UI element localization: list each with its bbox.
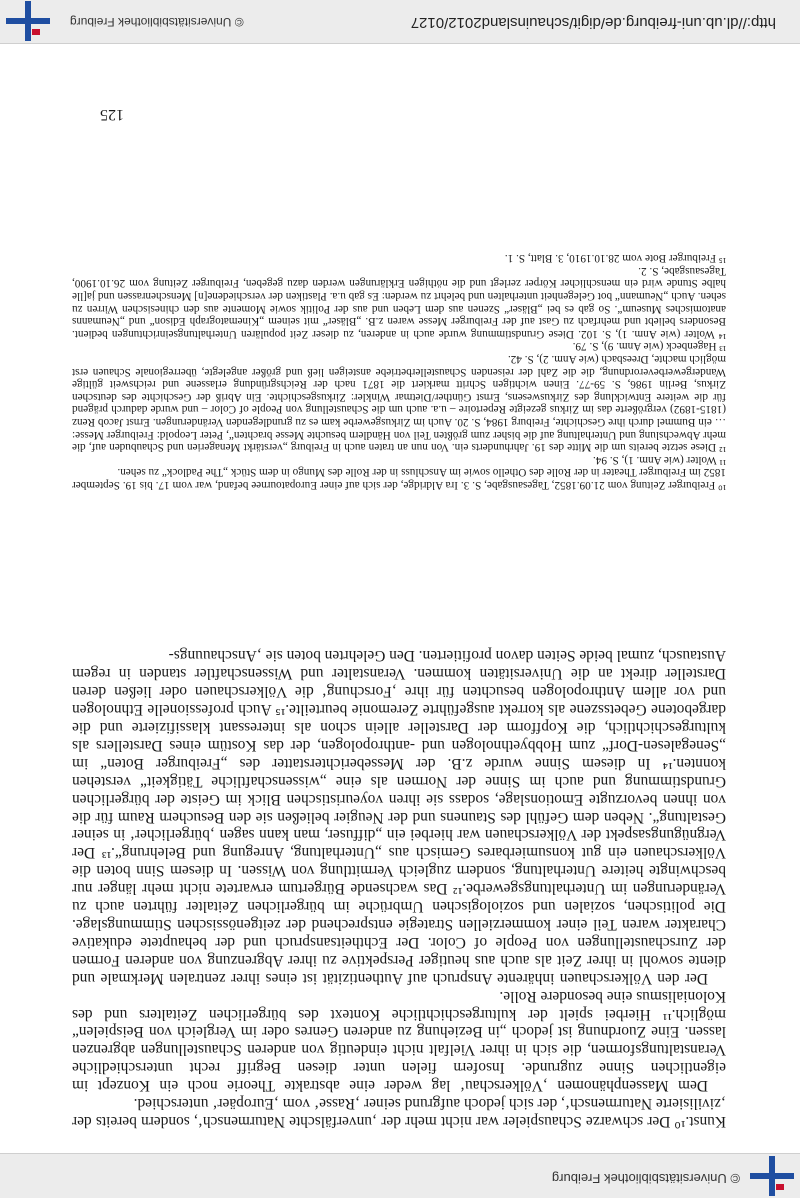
- footnote-14: ¹⁴ Wolter (wie Anm. 1), S. 102. Diese Grundstimmung wurde auch in anderen, zu dieser Zeit populären Unterhaltungseinrichtungen bedient. Besonders beliebt und mehrfach zu Gast auf der Freiburger Messe waren z.B. „Bläser“ mit seinem „Kinematograph Edison“ und „Neumanns anatomisches Museum“. So gab es bei „Bläser“ Szenen aus dem Leben und aus der Politik sowie Momente aus den chinesischen Wirren zu sehen. Auch „Neumann“ bot Gelegenheit unterhalten und belehrt zu werden: Es gab u.a. Plastiken der verschiedene[n] Menschenrassen und ja[lle halbe Stunde wird ein menschlicher Körper zerlegt und die nöthigen Erklärungen werden dazu gegeben, Freiburger Zeitung vom 26.10.1900, Tagesausgabe, S. 2.: [72, 264, 726, 340]
- main-text: [72, 647, 726, 1130]
- footnote-13: ¹³ Hagenbeck (wie Anm. 9), S. 79.: [572, 340, 726, 353]
- page-number: 125: [100, 106, 124, 123]
- footnote-12: ¹² Diese setzte bereits um die Mitte des 19. Jahrhunderts ein. Von nun an traten auch in Freiburg „verstärkt Menagerien und Schaubuden auf, die mehr Abwechslung und Unterhaltung auf die bisher zum größten Teil von Händlern besuchte Messe brachten“, Peter Leopold: Freiburger Messe: … ein Bummel durch ihre Geschichte, Freiburg 1984, S. 20. Auch im Zirkusgewerbe kam es zu grundlegenden Veränderungen. Ernst Jacob Renz (1815-1892) vergrößerte das im Zirkus gezeigte Repertoire – u.a. auch um die Schaustellung von People of Color – und wurde dadurch prägend für die weitere Entwicklung des Zirkuswesens, Ernst Günther/Dietmar Winkler: Zirkusgeschichte. Ein Abriß der Geschichte des deutschen Zirkus, Berlin 1986, S. 59-77. Einen wichtigen Schritt markiert die 1871 nach der Reichsgründung erlassene und reichsweit gültige Wandergewerbeverordnung, die die Zahl der reisenden Schaustellerbetriebe ansteigen ließ und größer angelegte, überregionale Schauen erst möglich machte, Dreesbach (wie Anm. 2), S. 42.: [72, 353, 726, 454]
- footnote-15: ¹⁵ Freiburger Bote vom 28.10.1910, 3. Blatt, S. 1.: [504, 252, 726, 265]
- university-logo-icon: [750, 1156, 794, 1196]
- paragraph-1: Kunst.¹⁰ Der schwarze Schauspieler war nicht mehr der ‚unverfälschte Naturmensch‘, sondern bereits der ‚zivilisierte Naturmensch‘, der sich jedoch aufgrund seiner ‚Rasse‘ vom ‚Europäer‘ unterschied.: [72, 1095, 726, 1130]
- document-url[interactable]: http://dl.ub.uni-freiburg.de/digit/schauinsland2012/0127: [410, 14, 776, 31]
- paragraph-3: Der den Völkerschauen inhärente Anspruch auf Authentizität ist eines ihrer zentralen Merkmale und diente sowohl in ihrer Zeit als auch aus heutiger Perspektive zu ihrer Abgrenzung von anderen Formen der Zurschaustellungen von People of Color. Der Echtheitsanspruch und der behauptete edukative Charakter waren Teil einer kommerziellen Strategie entsprechend der zeitgenössischen Stimmungslage. Die politischen, sozialen und soziologischen Umbrüche im bürgerlichen Zeitalter führten auch zu Veränderungen im Unterhaltungsgewerbe.¹² Das wachsende Bürgertum erwartete nicht mehr länger nur beschwingte heitere Unterhaltung, sondern zugleich Vermittlung von Wissen. In diesem Sinn boten die Völkerschauen ein gut konsumierbares Gemisch aus „Unterhaltung, Anregung und Belehrung“.¹³ Der Vergnügungsaspekt der Völkerschauen war hierbei ein „diffuser, man kann sagen ‚bürgerlicher‘ in seiner Gestaltung“. Neben dem Gefühl des Staunens und der Neugier beließen sie den Besuchern Raum für die von ihnen bevorzugte Emotionslage, sodass sie ihren voyeuristischen Blick im Geiste der bürgerlichen Grundstimmung und auch im Sinne der Normen als eine „wissenschaftliche Tätigkeit“ verstehen konnten.¹⁴ In diesem Sinne wurde z.B. der Messeberichterstatter des „Freiburger Boten“ im „Senegalesen-Dorf“ zum Hobbyethnologen und -anthropologen, der das Kostüm eines Darstellers als kulturgeschichtlich, die Kopfform der Darsteller allein schon als interessant klassifizierte und die dargebotene Gebetsszene als korrekt ausgeführte Zeremonie beurteilte.¹⁵ Auch professionelle Ethnologen und vor allem Anthropologen besuchten für ihre ‚Forschung‘ die Völkerschauen oder ließen deren Darsteller direkt an die Universitäten kommen. Veranstalter und Wissenschaftler standen in regem Austausch, zumal beide Seiten davon profitierten. Den Gelehrten boten sie ‚Anschauungs-: [72, 647, 726, 987]
- library-header-bar: [0, 1153, 800, 1198]
- header-credit: © Universitätsbibliothek Freiburg: [551, 1171, 740, 1186]
- paragraph-2: Dem Massenphänomen ‚Völkerschau‘ lag weder eine abstrakte Theorie noch ein Konzept im eigentlichen Sinne zugrunde. Insofern fielen unter diesen Begriff recht unterschiedliche Veranstaltungsformen, die sich in ihrer Vielfalt nicht eindeutig von anderen Schaustellungen abgrenzen lassen. Eine Zuordnung ist jedoch „in Beziehung zu anderen Genres oder im Vergleich von Beispielen“ möglich.¹¹ Hierbei spielt der kulturgeschichtliche Kontext des bürgerlichen Zeitalters und des Kolonialismus eine besondere Rolle.: [72, 987, 726, 1095]
- university-logo-icon: [6, 1, 50, 41]
- footer-credit: © Universitätsbibliothek Freiburg: [70, 15, 244, 29]
- footnote-11: ¹¹ Wolter (wie Anm. 1), S. 94.: [592, 453, 726, 466]
- footnote-10: ¹⁰ Freiburger Zeitung vom 21.09.1852, Tagesausgabe, S. 3. Ira Aldridge, der sich auf einer Europatournee befand, war vom 17. bis 19. September 1852 im Freiburger Theater in der Rolle des Othello sowie im Anschluss in der Rolle des Mungo in dem Stück „The Padlock“ zu sehen.: [72, 466, 726, 491]
- footnotes: [72, 252, 726, 491]
- library-footer-bar: [0, 0, 800, 44]
